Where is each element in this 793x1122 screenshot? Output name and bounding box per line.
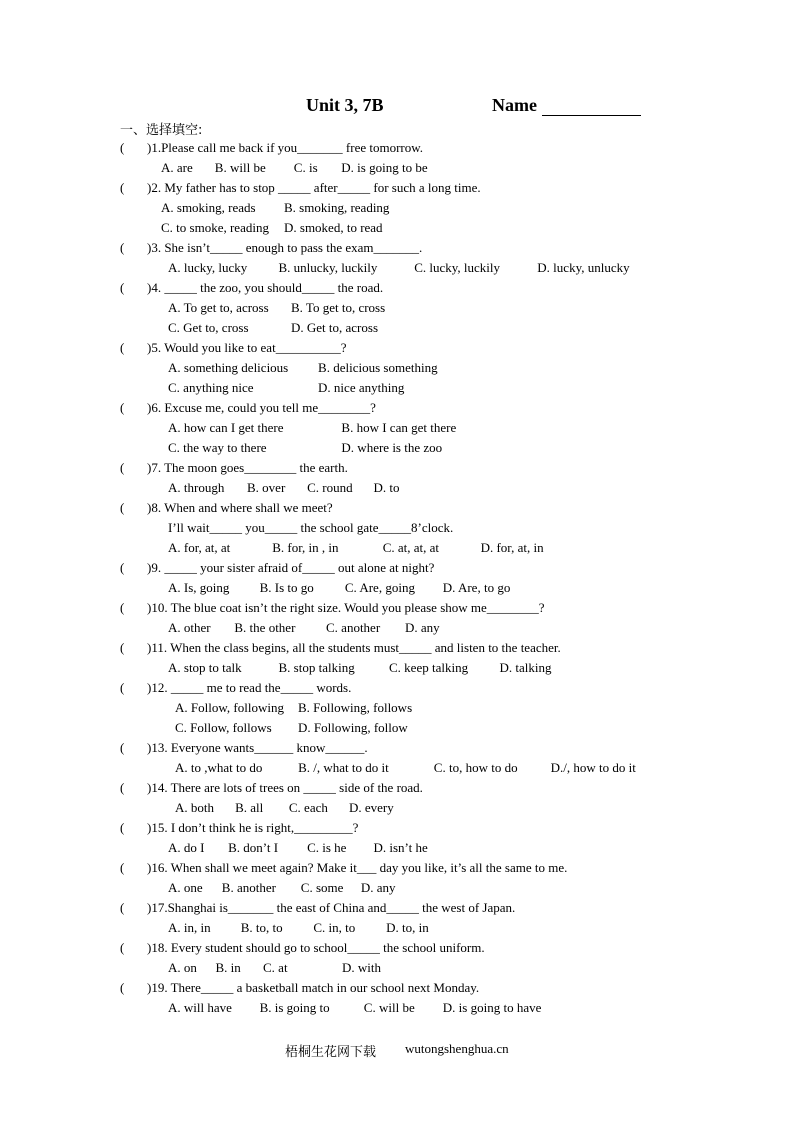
answer-paren-open: ( [120,240,125,255]
title-row [0,95,793,119]
option-item: C. round [307,480,353,495]
question-row [0,398,793,418]
option-item: D. Are, to go [442,580,511,595]
option-item: D. Get to, across [291,320,379,335]
question-stem: )14. There are lots of trees on _____ side of the road. [147,780,423,795]
option-item: C. another [326,620,381,635]
options-row [0,838,793,858]
option-item: C. to, how to do [433,760,518,775]
answer-paren-open: ( [120,640,125,655]
option-item: A. do I [168,840,205,855]
option-item: B. unlucky, luckily [278,260,378,275]
question-stem: )9. _____ your sister afraid of_____ out alone at night? [147,560,435,575]
options-row [0,438,793,458]
question-row [0,338,793,358]
option-item: A. something delicious [168,360,289,375]
answer-paren-open: ( [120,460,125,475]
question-row [0,778,793,798]
option-item: A. both [175,800,214,815]
option-item: A. how can I get there [168,420,284,435]
answer-paren-open: ( [120,280,125,295]
option-item: B. /, what to do it [298,760,389,775]
options-row [0,418,793,438]
option-item: C. some [300,880,344,895]
option-item: A. stop to talk [168,660,242,675]
options-row [0,158,793,178]
answer-paren-open: ( [120,940,125,955]
options-row [0,258,793,278]
option-item: B. Following, follows [298,700,413,715]
section-title: 一、选择填空: [120,123,203,138]
answer-paren-open: ( [120,560,125,575]
name-blank-line [542,115,641,116]
question-row [0,738,793,758]
question-row [0,278,793,298]
options-row [0,958,793,978]
option-item: C. is [293,160,318,175]
option-item: C. lucky, luckily [414,260,501,275]
option-item: A. through [168,480,225,495]
question-row [0,178,793,198]
question-stem: )6. Excuse me, could you tell me________? [147,400,376,415]
question-row [0,638,793,658]
question-stem: )4. _____ the zoo, you should_____ the road. [147,280,384,295]
options-row [0,998,793,1018]
answer-paren-open: ( [120,740,125,755]
question-stem: )13. Everyone wants______ know______. [147,740,368,755]
question-stem: )12. _____ me to read the_____ words. [147,680,352,695]
option-item: D. Following, follow [298,720,408,735]
question-row [0,458,793,478]
question-row [0,678,793,698]
option-item: B. is going to [259,1000,330,1015]
option-item: D. is going to have [442,1000,542,1015]
option-item: C. at [263,960,288,975]
options-row [0,578,793,598]
option-item: D./, how to do it [550,760,636,775]
option-item: C. to smoke, reading [161,220,269,235]
option-item: D. nice anything [318,380,405,395]
option-item: I’ll wait_____ you_____ the school gate_____8’clock. [168,520,454,535]
answer-paren-open: ( [120,900,125,915]
question-stem: )16. When shall we meet again? Make it___ day you like, it’s all the same to me. [147,860,568,875]
option-item: D. to, in [386,920,429,935]
footer [0,1041,793,1061]
question-row [0,598,793,618]
option-item: C. Are, going [344,580,415,595]
option-item: B. Is to go [259,580,314,595]
question-row [0,498,793,518]
question-stem: )19. There_____ a basketball match in our school next Monday. [147,980,480,995]
option-item: A. for, at, at [168,540,231,555]
options-row [0,538,793,558]
option-item: B. To get to, cross [291,300,386,315]
options-row [0,658,793,678]
page-title: Unit 3, 7B [306,95,384,115]
option-item: B. all [235,800,264,815]
option-item: A. Is, going [168,580,230,595]
options-row [0,518,793,538]
option-item: B. delicious something [318,360,438,375]
answer-paren-open: ( [120,680,125,695]
option-item: A. lucky, lucky [168,260,248,275]
option-item: D. any [360,880,396,895]
option-item: B. in [215,960,241,975]
question-row [0,558,793,578]
option-item: B. another [221,880,276,895]
answer-paren-open: ( [120,180,125,195]
options-row [0,478,793,498]
option-item: B. for, in , in [272,540,339,555]
question-stem: )18. Every student should go to school_____ the school uniform. [147,940,485,955]
option-item: B. smoking, reading [284,200,390,215]
option-item: B. over [247,480,286,495]
footer-site-url: wutongshenghua.cn [405,1041,509,1056]
answer-paren-open: ( [120,860,125,875]
options-row [0,298,793,318]
option-item: A. To get to, across [168,300,269,315]
option-item: D. to [373,480,400,495]
question-stem: )8. When and where shall we meet? [147,500,333,515]
question-stem: )1.Please call me back if you_______ free tomorrow. [147,140,424,155]
option-item: C. anything nice [168,380,254,395]
option-item: C. Follow, follows [175,720,272,735]
option-item: D. lucky, unlucky [537,260,630,275]
answer-paren-open: ( [120,400,125,415]
option-item: B. will be [214,160,266,175]
answer-paren-open: ( [120,980,125,995]
option-item: C. in, to [313,920,356,935]
question-list [0,138,793,1018]
option-item: A. on [168,960,197,975]
option-item: C. Get to, cross [168,320,249,335]
question-row [0,238,793,258]
option-item: A. in, in [168,920,211,935]
option-item: C. keep talking [389,660,469,675]
options-row [0,218,793,238]
option-item: D. every [349,800,394,815]
option-item: D. any [405,620,440,635]
option-item: C. each [288,800,328,815]
options-row [0,198,793,218]
options-row [0,378,793,398]
question-row [0,978,793,998]
question-row [0,858,793,878]
question-stem: )3. She isn’t_____ enough to pass the exam_______. [147,240,423,255]
option-item: B. don’t I [228,840,279,855]
question-stem: )11. When the class begins, all the students must_____ and listen to the teacher. [147,640,561,655]
option-item: C. the way to there [168,440,267,455]
question-stem: )2. My father has to stop _____ after_____ for such a long time. [147,180,481,195]
question-row [0,898,793,918]
options-row [0,698,793,718]
name-label: Name [492,95,537,115]
option-item: A. are [161,160,193,175]
option-item: C. at, at, at [382,540,440,555]
option-item: D. is going to be [341,160,428,175]
option-item: D. with [342,960,381,975]
option-item: B. to, to [240,920,283,935]
options-row [0,798,793,818]
options-row [0,618,793,638]
option-item: A. one [168,880,203,895]
options-row [0,358,793,378]
options-row [0,718,793,738]
question-row [0,818,793,838]
option-item: D. smoked, to read [284,220,383,235]
options-row [0,878,793,898]
question-stem: )17.Shanghai is_______ the east of China and_____ the west of Japan. [147,900,516,915]
option-item: D. for, at, in [480,540,544,555]
option-item: A. smoking, reads [161,200,256,215]
option-item: C. is he [307,840,347,855]
option-item: B. the other [234,620,296,635]
option-item: B. how I can get there [341,420,457,435]
answer-paren-open: ( [120,600,125,615]
footer-site-name: 梧桐生花网下载 [285,1045,377,1060]
answer-paren-open: ( [120,780,125,795]
question-stem: )15. I don’t think he is right,_________? [147,820,359,835]
option-item: D. talking [499,660,552,675]
answer-paren-open: ( [120,820,125,835]
question-row [0,938,793,958]
answer-paren-open: ( [120,340,125,355]
option-item: A. to ,what to do [175,760,263,775]
option-item: A. other [168,620,211,635]
question-stem: )10. The blue coat isn’t the right size. Would you please show me________? [147,600,545,615]
answer-paren-open: ( [120,140,125,155]
options-row [0,318,793,338]
question-row [0,138,793,158]
options-row [0,918,793,938]
answer-paren-open: ( [120,500,125,515]
option-item: D. where is the zoo [341,440,443,455]
option-item: A. Follow, following [175,700,284,715]
question-stem: )5. Would you like to eat__________? [147,340,347,355]
options-row [0,758,793,778]
option-item: C. will be [363,1000,415,1015]
option-item: A. will have [168,1000,232,1015]
option-item: B. stop talking [278,660,355,675]
question-stem: )7. The moon goes________ the earth. [147,460,348,475]
option-item: D. isn’t he [373,840,428,855]
